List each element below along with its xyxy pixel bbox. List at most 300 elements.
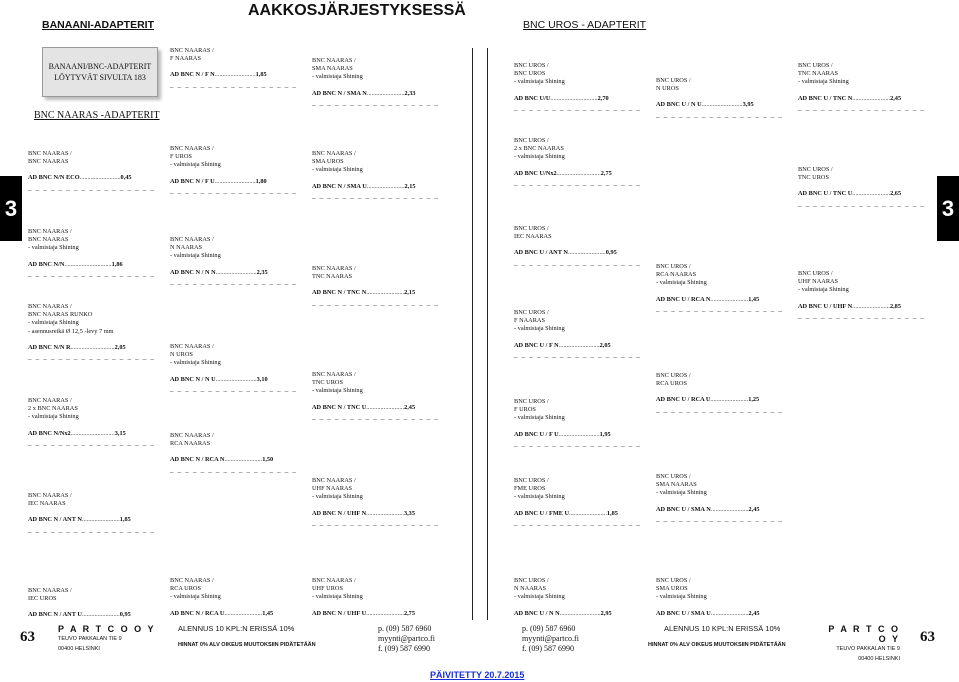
product-connector-a: BNC NAARAS /	[28, 397, 72, 404]
product-note: - valmistaja Shining	[798, 286, 849, 294]
leader-dots: ........................	[366, 509, 404, 517]
product-connector-b: N NAARAS	[170, 244, 203, 252]
product-connector-a: BNC NAARAS /	[170, 343, 214, 350]
product-item	[514, 225, 642, 269]
right-header-title: BNC UROS - ADAPTERIT	[523, 19, 647, 31]
product-connector-b: N UROS	[656, 85, 679, 93]
cut-line: – – – – – – – – – – – – – – – – –	[514, 520, 642, 529]
product-item	[170, 343, 298, 395]
product-item	[514, 137, 642, 189]
product-price: 2,95	[600, 609, 612, 617]
product-note: - valmistaja Shining	[312, 166, 363, 174]
product-connector-b: RCA UROS	[656, 380, 687, 388]
cut-line: – – – – – – – – – – – – – – – – –	[28, 527, 156, 536]
product-code-row	[514, 431, 639, 439]
product-code: AD BNC N / RCA U	[170, 609, 225, 617]
leader-dots: ........................	[366, 182, 405, 190]
leader-dots: ..........................	[214, 71, 256, 79]
product-code-row	[170, 178, 295, 186]
leader-dots: ........................	[852, 302, 890, 310]
product-connector-b: UHF UROS	[312, 585, 343, 593]
product-note: - valmistaja Shining	[312, 387, 363, 395]
product-price: 2,45	[748, 505, 760, 513]
product-connector-b: TNC UROS	[312, 379, 343, 387]
product-note: - valmistaja Shining	[28, 319, 79, 327]
product-note: - valmistaja Shining	[514, 153, 565, 161]
product-code-row	[514, 95, 639, 103]
leader-dots: ..........................	[558, 341, 600, 349]
cut-line: – – – – – – – – – – – – – – – – –	[656, 306, 784, 315]
product-price: 3,10	[256, 375, 268, 383]
product-code-row	[312, 183, 437, 191]
cut-line: – – – – – – – – – – – – – – – – –	[312, 193, 440, 202]
product-price: 3,35	[403, 509, 415, 517]
divider-right	[487, 48, 488, 620]
leader-dots: ..............................	[64, 260, 112, 268]
product-connector-a: BNC UROS /	[656, 263, 691, 270]
product-code: AD BNC U / TNC N	[798, 94, 853, 102]
product-connector-a: BNC NAARAS /	[170, 236, 214, 243]
product-connector-b: 2 x BNC NAARAS	[28, 405, 78, 413]
product-price: 1,85	[255, 71, 267, 79]
product-code-row	[170, 71, 295, 79]
product-note: - valmistaja Shining	[514, 325, 565, 333]
product-price: 2,33	[404, 89, 416, 97]
page-number-left: 63	[20, 629, 35, 645]
product-connector-b: BNC NAARAS RUNKO	[28, 311, 93, 319]
updated-date: PÄIVITETTY 20.7.2015	[430, 670, 525, 680]
product-code: AD BNC U / SMA N	[656, 505, 711, 513]
product-connector-b: N NAARAS	[514, 585, 547, 593]
product-price: 1,85	[119, 516, 131, 524]
product-price: 2,05	[114, 343, 126, 351]
product-note: - valmistaja Shining	[170, 359, 221, 367]
product-connector-a: BNC NAARAS /	[28, 150, 72, 157]
cut-line: – – – – – – – – – – – – – – – – –	[312, 414, 440, 423]
page-number-right: 63	[920, 629, 935, 645]
product-connector-b: IEC NAARAS	[514, 233, 552, 241]
terms-block-right	[648, 624, 808, 650]
product-code: AD BNC U / N N	[514, 609, 560, 617]
reference-box-line1: BANAANI/BNC-ADAPTERIT	[48, 62, 152, 71]
product-connector-b: F UROS	[514, 406, 536, 414]
cut-line: – – – – – – – – – – – – – – – – –	[312, 300, 440, 309]
product-item	[312, 150, 440, 202]
cut-line: – – – – – – – – – – – – – – – – –	[798, 201, 926, 210]
product-note: - valmistaja Shining	[312, 493, 363, 501]
company-address: TEUVO PAKKALAN TIE 9	[836, 646, 900, 652]
product-connector-a: BNC UROS /	[656, 77, 691, 84]
contact-block-left	[378, 624, 435, 654]
product-code: AD BNC N / SMA U	[312, 182, 367, 190]
product-connector-b: UHF NAARAS	[312, 485, 353, 493]
contact-block-right	[522, 624, 579, 654]
product-code: AD BNC N / TNC N	[312, 289, 367, 297]
product-connector-a: BNC NAARAS /	[28, 228, 72, 235]
product-price: 2,35	[256, 268, 268, 276]
product-item	[514, 309, 642, 361]
product-item	[312, 577, 437, 618]
product-item	[798, 62, 926, 114]
company-city: 00400 HELSINKI	[58, 646, 100, 652]
leader-dots: ........................	[710, 609, 749, 617]
product-code: AD BNC N / SMA N	[312, 89, 367, 97]
leader-dots: ........................	[366, 609, 404, 617]
terms-block-left	[178, 624, 328, 650]
product-item	[656, 372, 784, 416]
company-block-left	[58, 624, 156, 654]
fax: f. (09) 587 6990	[378, 644, 430, 653]
product-item	[514, 577, 639, 618]
cut-line: – – – – – – – – – – – – – – – – –	[28, 355, 156, 364]
product-note: - valmistaja Shining	[656, 593, 707, 601]
product-code-row	[28, 430, 153, 438]
product-connector-b: SMA UROS	[312, 158, 344, 166]
leader-dots: ........................	[567, 249, 606, 257]
product-note: - valmistaja Shining	[514, 593, 565, 601]
product-connector-a: BNC UROS /	[514, 62, 549, 69]
product-code: AD BNC U / N U	[656, 101, 702, 109]
leader-dots: ........................	[569, 509, 607, 517]
product-item	[798, 166, 926, 210]
company-name: P A R T C O O Y	[828, 624, 900, 644]
product-item	[170, 47, 298, 91]
fax: f. (09) 587 6990	[522, 644, 574, 653]
product-price: 2,70	[597, 94, 609, 102]
product-connector-a: BNC NAARAS /	[170, 432, 214, 439]
product-price: 1,86	[111, 260, 123, 268]
product-note: - valmistaja Shining	[514, 78, 565, 86]
product-note: - valmistaja Shining	[28, 244, 79, 252]
leader-dots: ........................	[852, 190, 891, 198]
product-code: AD BNC U / SMA U	[656, 609, 711, 617]
product-connector-a: BNC UROS /	[514, 137, 549, 144]
product-connector-b: TNC UROS	[798, 174, 829, 182]
product-item	[170, 577, 295, 618]
product-connector-b: UHF NAARAS	[798, 278, 839, 286]
discount-text: ALENNUS 10 KPL:N ERISSÄ 10%	[664, 624, 781, 633]
product-code: AD BNC U / ANT N	[514, 249, 568, 257]
product-connector-b: FME UROS	[514, 485, 546, 493]
product-code-row	[28, 344, 153, 352]
product-code-row	[656, 506, 781, 514]
cut-line: – – – – – – – – – – – – – – – – –	[170, 386, 298, 395]
product-code: AD BNC U / F U	[514, 430, 559, 438]
product-connector-a: BNC NAARAS /	[312, 265, 356, 272]
leader-dots: ..........................	[559, 609, 601, 617]
product-item	[170, 236, 298, 288]
product-code: AD BNC N / UHF N	[312, 509, 367, 517]
product-note: - valmistaja Shining	[170, 161, 221, 169]
product-connector-b: BNC NAARAS	[28, 236, 69, 244]
cut-line: – – – – – – – – – – – – – – – – –	[514, 180, 642, 189]
product-code-row	[170, 269, 295, 277]
cut-line: – – – – – – – – – – – – – – – – –	[656, 407, 784, 416]
leader-dots: ........................	[224, 609, 263, 617]
leader-dots: ..........................	[214, 177, 256, 185]
product-price: 1,45	[748, 295, 760, 303]
product-code-row	[656, 610, 781, 618]
product-code-row	[28, 174, 153, 182]
product-code-row	[170, 610, 295, 618]
product-connector-a: BNC NAARAS /	[312, 577, 356, 584]
leader-dots: ........................	[366, 289, 405, 297]
product-connector-a: BNC UROS /	[798, 270, 833, 277]
product-code-row	[798, 95, 923, 103]
product-item	[312, 265, 440, 309]
divider-left	[472, 48, 473, 620]
product-connector-a: BNC UROS /	[798, 62, 833, 69]
cut-line: – – – – – – – – – – – – – – – – –	[28, 440, 156, 449]
product-code-row	[312, 610, 437, 618]
company-name: P A R T C O O Y	[58, 624, 156, 634]
leader-dots: ........................	[852, 94, 891, 102]
product-connector-a: BNC NAARAS /	[28, 303, 72, 310]
product-item	[656, 473, 784, 525]
product-price: 1,85	[606, 509, 618, 517]
product-price: 1,80	[255, 177, 267, 185]
product-connector-a: BNC NAARAS /	[170, 145, 214, 152]
product-code-row	[170, 376, 295, 384]
leader-dots: ........................	[710, 505, 749, 513]
product-price: 2,15	[404, 289, 416, 297]
product-code: AD BNC U/Nx2	[514, 169, 557, 177]
company-block-right	[826, 624, 900, 664]
product-price: 3,15	[114, 429, 126, 437]
product-code: AD BNC N / ANT N	[28, 516, 82, 524]
product-connector-a: BNC NAARAS /	[312, 57, 356, 64]
product-note: - valmistaja Shining	[312, 73, 363, 81]
product-price: 2,65	[890, 190, 902, 198]
product-note: - valmistaja Shining	[170, 252, 221, 260]
product-connector-b: BNC UROS	[514, 70, 546, 78]
product-connector-b: IEC UROS	[28, 595, 57, 603]
product-connector-b: F UROS	[170, 153, 192, 161]
product-code-row	[798, 190, 923, 198]
product-connector-a: BNC NAARAS /	[312, 371, 356, 378]
cut-line: – – – – – – – – – – – – – – – – –	[798, 313, 926, 322]
product-code-row	[312, 289, 437, 297]
product-code: AD BNC U / TNC U	[798, 190, 853, 198]
product-code-row	[28, 261, 153, 269]
product-code: AD BNC N / UHF U	[312, 609, 367, 617]
product-code: AD BNC U / F N	[514, 341, 559, 349]
cut-line: – – – – – – – – – – – – – – – – –	[312, 520, 440, 529]
cut-line: – – – – – – – – – – – – – – – – –	[514, 260, 642, 269]
product-item	[28, 150, 156, 194]
product-code-row	[656, 296, 781, 304]
product-code: AD BNC N/N R	[28, 343, 71, 351]
product-note: - asennusreikä Ø 12,5 -levy 7 mm	[28, 327, 114, 335]
product-code-row	[514, 249, 639, 257]
vat-note: HINNAT 0% ALV OIKEUS MUUTOKSIIN PIDÄTETÄÄN	[178, 642, 316, 648]
product-code-row	[28, 516, 153, 524]
section-title: BNC NAARAS -ADAPTERIT	[34, 110, 160, 121]
discount-text: ALENNUS 10 KPL:N ERISSÄ 10%	[178, 624, 295, 633]
product-item	[28, 303, 156, 364]
product-connector-a: BNC UROS /	[656, 473, 691, 480]
company-address: TEUVO PAKKALAN TIE 9	[58, 636, 122, 642]
product-price: 3,95	[742, 101, 754, 109]
left-header-title: BANAANI-ADAPTERIT	[42, 19, 154, 31]
product-price: 1,95	[599, 430, 611, 438]
product-item	[28, 492, 156, 536]
phone: p. (09) 587 6960	[522, 624, 576, 633]
cut-line: – – – – – – – – – – – – – – – – –	[798, 105, 926, 114]
reference-box-line2: LÖYTYVÄT SIVULTA 183	[54, 73, 146, 82]
product-connector-a: BNC UROS /	[798, 166, 833, 173]
leader-dots: ..........................	[558, 430, 600, 438]
product-connector-a: BNC NAARAS /	[312, 150, 356, 157]
product-code: AD BNC N / N N	[170, 268, 216, 276]
product-note: - valmistaja Shining	[656, 489, 707, 497]
cut-line: – – – – – – – – – – – – – – – – –	[170, 188, 298, 197]
product-item	[656, 263, 784, 315]
product-item	[28, 228, 156, 280]
product-connector-a: BNC UROS /	[514, 225, 549, 232]
product-code: AD BNC N/Nx2	[28, 429, 71, 437]
product-item	[28, 587, 153, 620]
product-connector-a: BNC UROS /	[656, 577, 691, 584]
product-note: - valmistaja Shining	[514, 493, 565, 501]
product-item	[656, 577, 781, 618]
cut-line: – – – – – – – – – – – – – – – – –	[514, 105, 642, 114]
leader-dots: ........................	[710, 396, 749, 404]
vat-note: HINNAT 0% ALV OIKEUS MUUTOKSIIN PIDÄTETÄÄN	[648, 642, 786, 648]
leader-dots: ..........................	[215, 268, 257, 276]
product-code-row	[656, 396, 781, 404]
product-code-row	[798, 303, 923, 311]
product-connector-b: F NAARAS	[170, 55, 201, 63]
product-note: - valmistaja Shining	[656, 279, 707, 287]
product-connector-b: F NAARAS	[514, 317, 545, 325]
product-connector-a: BNC UROS /	[514, 477, 549, 484]
product-price: 2,45	[890, 94, 902, 102]
product-connector-b: RCA NAARAS	[656, 271, 697, 279]
product-code: AD BNC U / UHF N	[798, 302, 853, 310]
product-price: 1,45	[262, 609, 274, 617]
product-item	[798, 270, 926, 322]
product-connector-b: 2 x BNC NAARAS	[514, 145, 564, 153]
product-item	[514, 477, 642, 529]
cut-line: – – – – – – – – – – – – – – – – –	[514, 352, 642, 361]
product-connector-a: BNC NAARAS /	[170, 47, 214, 54]
cut-line: – – – – – – – – – – – – – – – – –	[514, 441, 642, 450]
product-code: AD BNC N / TNC U	[312, 403, 367, 411]
product-code-row	[514, 170, 639, 178]
product-connector-b: RCA NAARAS	[170, 440, 211, 448]
product-note: - valmistaja Shining	[798, 78, 849, 86]
product-connector-a: BNC UROS /	[514, 398, 549, 405]
product-connector-b: SMA NAARAS	[656, 481, 697, 489]
product-price: 1,25	[748, 396, 760, 404]
product-code: AD BNC U / RCA N	[656, 295, 711, 303]
product-note: - valmistaja Shining	[170, 593, 221, 601]
product-item	[28, 397, 156, 449]
product-item	[514, 62, 642, 114]
product-connector-b: BNC NAARAS	[28, 158, 69, 166]
product-code-row	[656, 101, 781, 109]
product-connector-a: BNC UROS /	[656, 372, 691, 379]
leader-dots: ..............................	[550, 94, 598, 102]
email[interactable]: myynti@partco.fi	[378, 634, 435, 643]
email[interactable]: myynti@partco.fi	[522, 634, 579, 643]
reference-box	[42, 47, 158, 97]
product-price: 2,75	[403, 609, 415, 617]
phone: p. (09) 587 6960	[378, 624, 432, 633]
product-connector-a: BNC NAARAS /	[28, 492, 72, 499]
product-code: AD BNC N / F N	[170, 71, 215, 79]
leader-dots: ........................	[224, 456, 263, 464]
cut-line: – – – – – – – – – – – – – – – – –	[170, 467, 298, 476]
leader-dots: ........................	[366, 89, 405, 97]
product-price: 2,45	[404, 403, 416, 411]
product-price: 2,05	[599, 341, 611, 349]
product-price: 2,45	[748, 609, 760, 617]
product-code-row	[514, 610, 639, 618]
product-item	[514, 398, 642, 450]
cut-line: – – – – – – – – – – – – – – – – –	[312, 100, 440, 109]
product-connector-b: RCA UROS	[170, 585, 201, 593]
product-code: AD BNC N/N	[28, 260, 65, 268]
product-price: 1,50	[262, 456, 274, 464]
product-code: AD BNC U/U	[514, 94, 551, 102]
leader-dots: ..........................	[215, 375, 257, 383]
leader-dots: ..........................	[79, 174, 121, 182]
product-item	[312, 57, 440, 109]
product-connector-b: SMA UROS	[656, 585, 688, 593]
product-note: - valmistaja Shining	[514, 414, 565, 422]
product-price: 0,45	[120, 174, 132, 182]
product-connector-a: BNC NAARAS /	[170, 577, 214, 584]
leader-dots: ........................	[81, 611, 120, 619]
product-item	[312, 477, 440, 529]
product-connector-a: BNC NAARAS /	[312, 477, 356, 484]
product-note: - valmistaja Shining	[312, 593, 363, 601]
leader-dots: ............................	[70, 343, 115, 351]
product-item	[170, 145, 298, 197]
product-code-row	[514, 510, 639, 518]
page-title: AAKKOSJÄRJESTYKSESSÄ	[248, 2, 466, 19]
product-code-row	[312, 404, 437, 412]
product-item	[312, 371, 440, 423]
cut-line: – – – – – – – – – – – – – – – – –	[28, 271, 156, 280]
product-code-row	[28, 611, 153, 619]
product-connector-b: TNC NAARAS	[798, 70, 839, 78]
product-code-row	[312, 510, 437, 518]
product-connector-b: TNC NAARAS	[312, 273, 353, 281]
product-code: AD BNC U / RCA U	[656, 396, 711, 404]
product-code-row	[514, 342, 639, 350]
side-page-number-left: 3	[0, 176, 22, 241]
product-price: 2,75	[600, 169, 612, 177]
product-code: AD BNC N / N U	[170, 375, 216, 383]
product-price: 0,95	[119, 611, 131, 619]
cut-line: – – – – – – – – – – – – – – – – –	[28, 185, 156, 194]
product-price: 0,95	[605, 249, 617, 257]
product-connector-a: BNC UROS /	[514, 309, 549, 316]
product-price: 2,85	[889, 302, 901, 310]
company-city: 00400 HELSINKI	[858, 656, 900, 662]
product-code-row	[170, 456, 295, 464]
leader-dots: ........................	[81, 516, 120, 524]
product-connector-a: BNC NAARAS /	[28, 587, 72, 594]
leader-dots: ........................	[710, 295, 749, 303]
product-price: 2,15	[404, 182, 416, 190]
leader-dots: ..........................	[701, 101, 743, 109]
cut-line: – – – – – – – – – – – – – – – – –	[170, 279, 298, 288]
product-item	[170, 432, 298, 476]
